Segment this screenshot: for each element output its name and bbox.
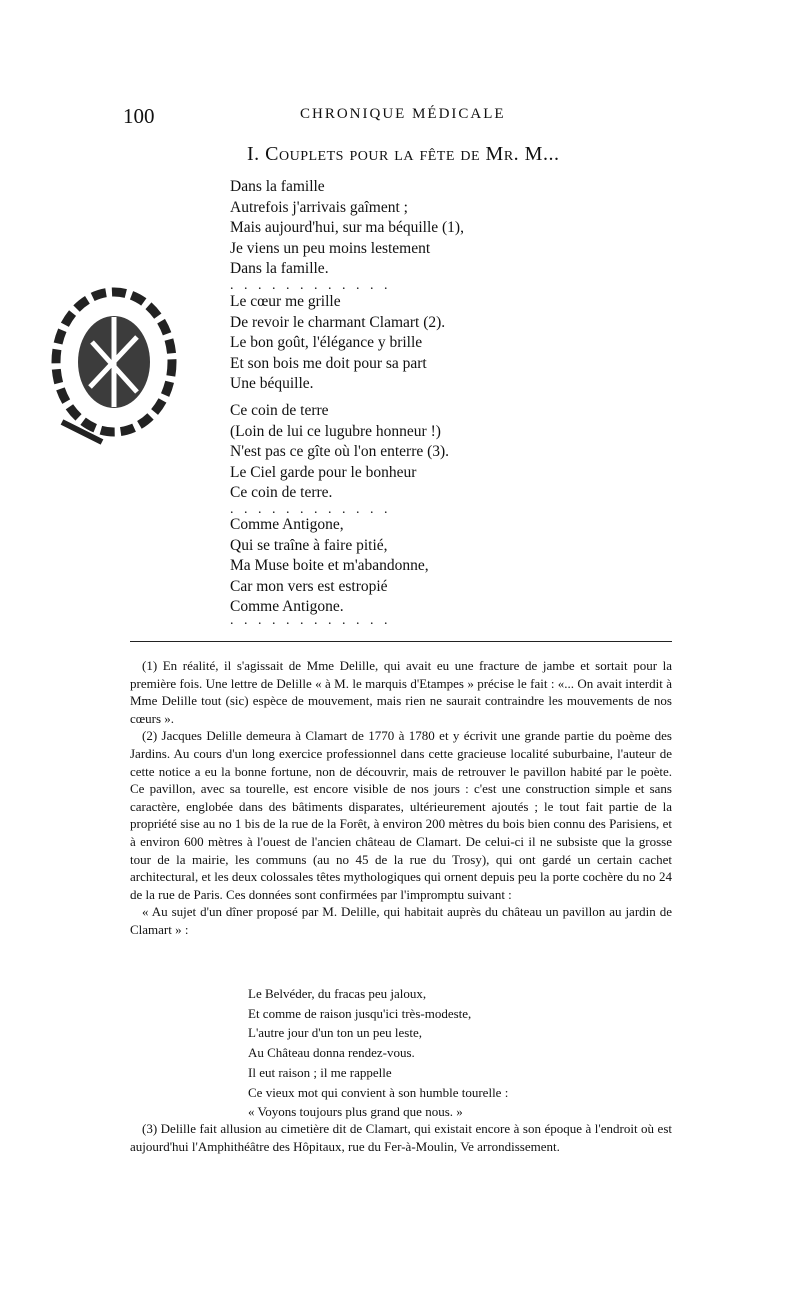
verse-line: L'autre jour d'un ton un peu leste, [248,1025,423,1041]
stanza-3 [230,401,449,504]
footnote-2: (2) Jacques Delille demeura à Clamart de 1770 à 1780 et y écrivit une grande partie du poème des Jardins. Au cours d'un long exercice professionnel dans cette gracieuse localité suburbaine, l'auteur de cette notice a eu la bonne fortune, non de découvrir, mais de retrouver le pavillon habité par le poète. Ce pavillon, avec sa tourelle, est encore visible de nos jours : c'est une construction simple et sans caractère, englobée dans des bâtiments disparates, ultérieurement ajoutés ; le tout fait partie de la propriété sise au no 1 bis de la rue de la Forêt, à environ 200 mètres du bois bien connu des Parisiens, et à environ 600 mètres à l'ouest de l'ancien château de Clamart. De celui-ci il ne subsiste que la grosse tour de la mairie, les communs (au no 45 de la rue du Trosy), qui ont gardé un certain cachet architectural, et les deux colossales têtes mythologiques qui ornent depuis peu la porte cochère du no 24 de la rue de Paris. Ces données sont confirmées par l'impromptu suivant : [130,728,672,902]
poem-line: Et son bois me doit pour sa part [230,354,427,372]
poem-line: Dans la famille. [230,260,329,277]
footnote-1: (1) En réalité, il s'agissait de Mme Delille, qui avait eu une fracture de jambe et sortait pour la première fois. Une lettre de Delille « à M. le marquis d'Etampes » précise le fait : «... On avait interdit à Mme Delille tout (sic) espèce de mouvement, mais rien ne saurait contraindre les mouvements de nos cœurs ». [130,658,672,726]
footnote-3: (3) Delille fait allusion au cimetière dit de Clamart, qui existait encore à son époque à l'endroit où est aujourd'hui l'Amphithéâtre des Hôpitaux, rue du Fer-à-Moulin, Ve arrondissement. [130,1121,672,1154]
stanza-4 [230,515,429,618]
poem-line: Qui se traîne à faire pitié, [230,536,388,554]
footnote-3-block [130,1120,672,1155]
poem-line: Autrefois j'arrivais gaîment ; [230,198,408,216]
poem-line: Le bon goût, l'élégance y brille [230,334,423,351]
poem-line: Le cœur me grille [230,293,341,310]
poem-line: Comme Antigone. [230,598,344,615]
impromptu-verse [248,984,508,1122]
poem-line: (Loin de lui ce lugubre honneur !) [230,422,441,440]
poem-line: Ce coin de terre. [230,484,333,501]
ellipsis-line: ............ [230,278,398,293]
poem-line: Dans la famille [230,178,325,195]
poem-line: Mais aujourd'hui, sur ma béquille (1), [230,219,464,236]
poem-title: I. Couplets pour la fête de Mr. M... [247,143,560,165]
verse-line: Et comme de raison jusqu'ici très-modeste, [248,1005,472,1021]
poem-line: N'est pas ce gîte où l'on enterre (3). [230,443,450,460]
poem-line: Ce coin de terre [230,402,329,419]
verse-line: Le Belvéder, du fracas peu jaloux, [248,986,427,1001]
verse-line: Ce vieux mot qui convient à son humble tourelle : [248,1084,509,1100]
verse-line: Il eut raison ; il me rappelle [248,1064,392,1080]
ellipsis-line: ............ [230,502,398,517]
library-stamp-icon [42,282,182,447]
ellipsis-line: ............ [230,613,398,628]
footnote-rule [130,641,672,642]
verse-line: « Voyons toujours plus grand que nous. » [248,1104,463,1120]
stanza-1 [230,177,464,280]
poem-line: Comme Antigone, [230,516,344,533]
footnote-2-quote: « Au sujet d'un dîner proposé par M. Delille, qui habitait auprès du château un pavillon au jardin de Clamart » : [130,904,672,937]
poem-line: Car mon vers est estropié [230,577,388,595]
poem-line: De revoir le charmant Clamart (2). [230,313,446,331]
verse-line: Au Château donna rendez-vous. [248,1045,415,1061]
stanza-2 [230,292,445,395]
poem-line: Le Ciel garde pour le bonheur [230,463,417,481]
page-number: 100 [123,104,155,128]
running-head: CHRONIQUE MÉDICALE [300,106,506,122]
poem-line: Ma Muse boite et m'abandonne, [230,557,429,574]
footnotes [130,657,672,939]
poem-line: Je viens un peu moins lestement [230,239,431,257]
poem-line: Une béquille. [230,375,314,392]
